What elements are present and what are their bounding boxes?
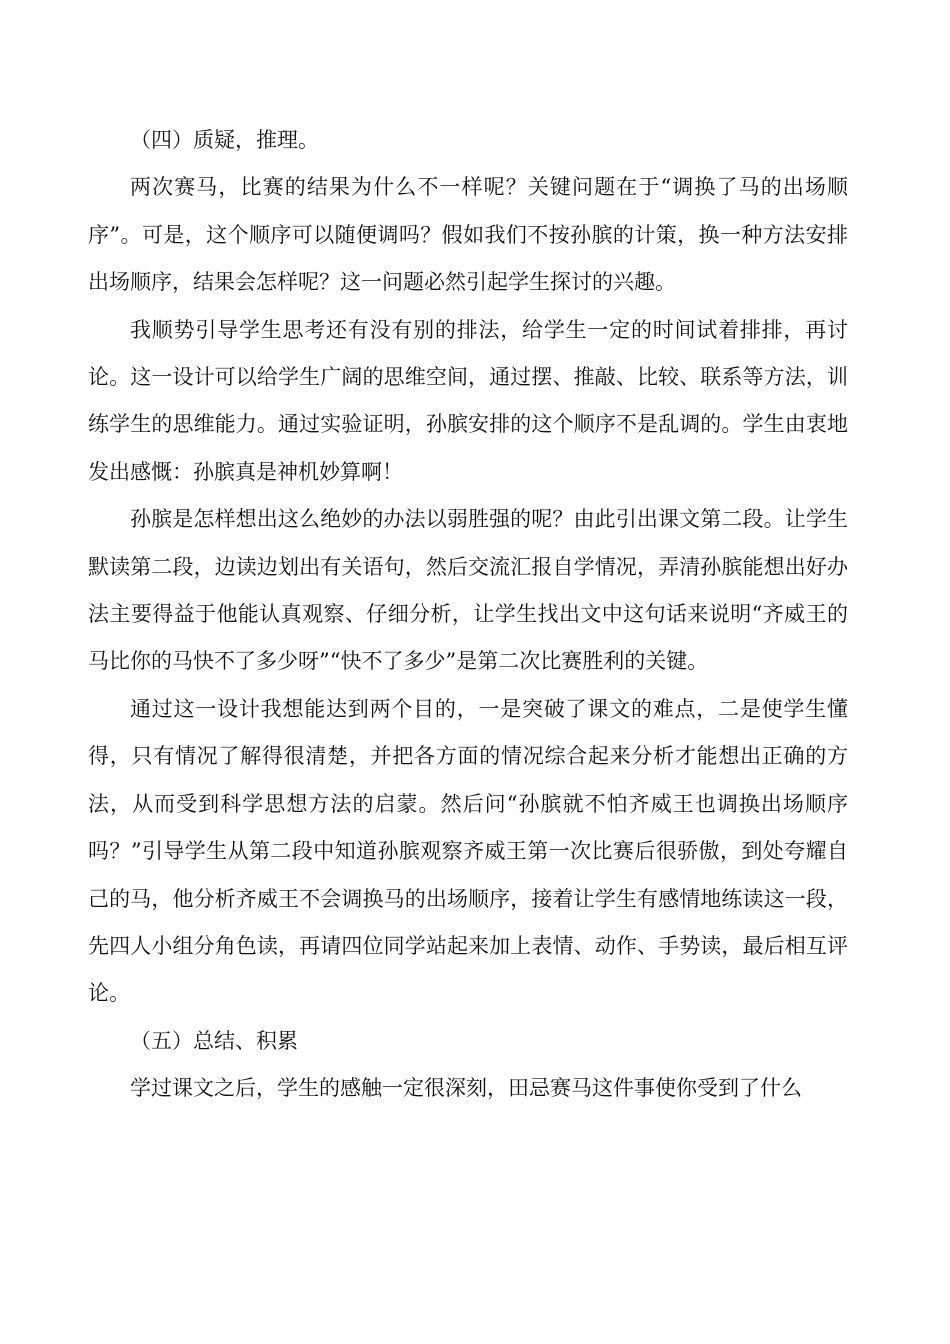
paragraph-3: 孙膑是怎样想出这么绝妙的办法以弱胜强的呢？由此引出课文第二段。让学生默读第二段，边读边划出有关语句，然后交流汇报自学情况，弄清孙膑能想出好办法主要得益于他能认真观察、仔细分析，让学生找出文中这句话来说明“齐威王的马比你的马快不了多少呀”“快不了多少”是第二次比赛胜利的关键。 <box>88 507 848 674</box>
section-heading-5: （五）总结、积累 <box>130 1028 298 1053</box>
paragraph-1: 两次赛马，比赛的结果为什么不一样呢？关键问题在于“调换了马的出场顺序”。可是，这个顺序可以随便调吗？假如我们不按孙膑的计策，换一种方法安排出场顺序，结果会怎样呢？这一问题必然引起学生探讨的兴趣。 <box>88 175 848 295</box>
paragraph-2: 我顺势引导学生思考还有没有别的排法，给学生一定的时间试着排排，再讨论。这一设计可以给学生广阔的思维空间，通过摆、推敲、比较、联系等方法，训练学生的思维能力。通过实验证明，孙膑安排的这个顺序不是乱调的。学生由衷地发出感慨：孙膑真是神机妙算啊！ <box>88 317 848 484</box>
section-heading-4: （四）质疑，推理。 <box>130 128 319 152</box>
paragraph-5: 学过课文之后，学生的感触一定很深刻，田忌赛马这件事使你受到了什么 <box>130 1076 802 1101</box>
paragraph-4: 通过这一设计我想能达到两个目的，一是突破了课文的难点，二是使学生懂得，只有情况了解得很清楚，并把各方面的情况综合起来分析才能想出正确的方法，从而受到科学思想方法的启蒙。然后问“孙膑就不怕齐威王也调换出场顺序吗？”引导学生从第二段中知道孙膑观察齐威王第一次比赛后很骄傲，到处夸耀自己的马，他分析齐威王不会调换马的出场顺序，接着让学生有感情地练读这一段，先四人小组分角色读，再请四位同学站起来加上表情、动作、手势读，最后相互评论。 <box>88 696 848 1006</box>
document-body <box>88 117 848 1113</box>
